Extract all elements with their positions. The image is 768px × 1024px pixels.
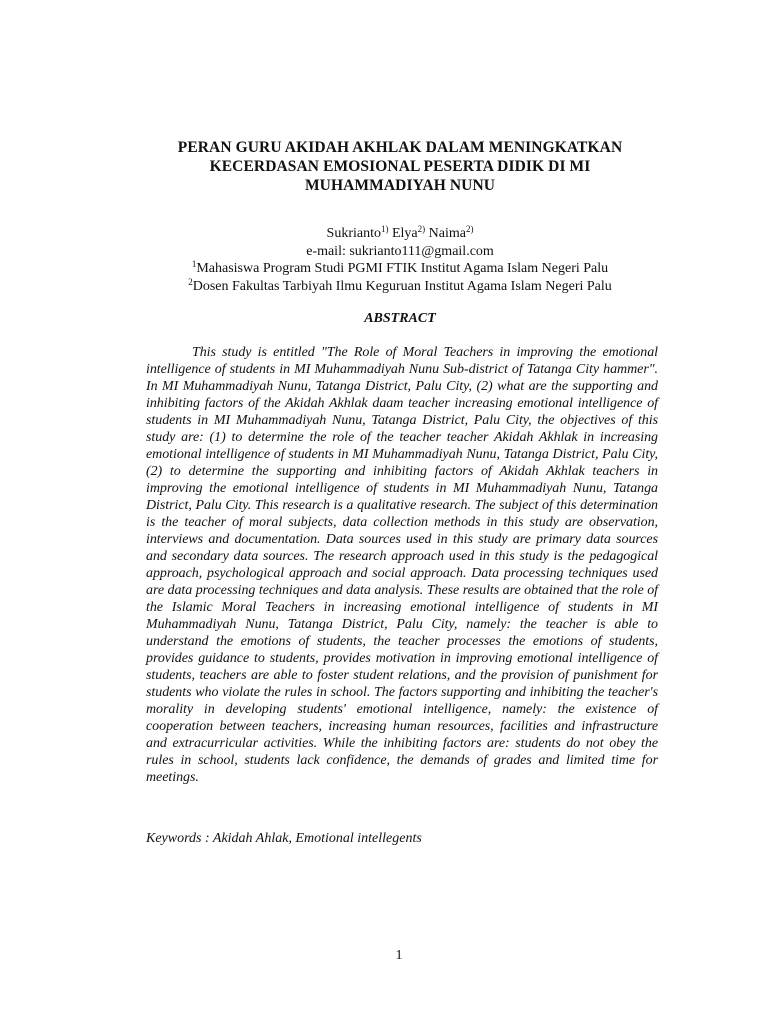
title-line: KECERDASAN EMOSIONAL PESERTA DIDIK DI MI xyxy=(209,158,591,175)
author-list xyxy=(100,225,700,243)
abstract-heading: ABSTRACT xyxy=(364,311,436,326)
keywords: Keywords : Akidah Ahlak, Emotional intellegents xyxy=(146,831,422,846)
author-marker: 1) xyxy=(380,224,389,234)
affiliation-text: Mahasiswa Program Studi PGMI FTIK Institut Agama Islam Negeri Palu xyxy=(196,261,609,276)
affiliation-marker: 2 xyxy=(188,276,193,287)
abstract-body: This study is entitled "The Role of Moral Teachers in improving the emotional intelligence of students in MI Muhammadiyah Nunu Sub-district of Tatanga City hammer". In MI Muhammadiyah Nunu, Tatanga District, Palu City, (2) what are the supporting and inhibiting factors of the Akidah Akhlak daam teacher increasing emotional intelligence of students in MI Muhammadiyah Nunu, Tatanga District, Palu City, the objectives of this study are: (1) to determine the role of the teacher teacher Akidah Akhlak in increasing emotional intelligence of students in MI Muhammadiyah Nunu, Tatanga District, Palu City, (2) to determine the supporting and inhibiting factors of Akidah Akhlak teachers in improving the emotional intelligence of students in MI Muhammadiyah Nunu, Tatanga District, Palu City. This research is a qualitative research. The subject of this determination is the teacher of moral subjects, data collection methods in this study are observation, interviews and documentation. Data sources used in this study are primary data sources and secondary data sources. The research approach used in this study is the pedagogical approach, psychological approach and social approach. Data processing techniques used are data processing techniques and data analysis. These results are obtained that the role of the Islamic Moral Teachers in increasing emotional intelligence of students in MI Muhammadiyah Nunu, Tatanga District, Palu City, namely: the teacher is able to understand the emotions of students, the teacher processes the emotions of students, provides guidance to students, provides motivation in improving emotional intelligence of students, teachers are able to foster student relations, and the provision of punishment for students who violate the rules in school. The factors supporting and inhibiting the teacher's morality in developing students' emotional intelligence, namely: the existence of cooperation between teachers, increasing human resources, facilities and infrastructure and extracurricular activities. While the inhibiting factors are: students do not obey the rules in school, students lack confidence, the demands of grades and limited time for meetings. xyxy=(146,345,658,785)
affiliation xyxy=(100,260,700,278)
author-name: Naima xyxy=(428,226,466,241)
title-line: PERAN GURU AKIDAH AKHLAK DALAM MENINGKATKAN xyxy=(177,139,623,156)
page-number: 1 xyxy=(395,948,403,963)
affiliation-text: Dosen Fakultas Tarbiyah Ilmu Keguruan Institut Agama Islam Negeri Palu xyxy=(192,278,612,294)
affiliation xyxy=(100,278,700,296)
author-name: Sukrianto xyxy=(326,226,381,241)
affiliation-marker: 1 xyxy=(191,259,197,269)
title-line: MUHAMMADIYAH NUNU xyxy=(304,177,496,194)
author-name: Elya xyxy=(391,226,418,241)
paper-title xyxy=(130,138,670,195)
author-marker: 2) xyxy=(417,224,426,234)
author-marker: 2) xyxy=(465,224,474,234)
author-email: e-mail: sukrianto111@gmail.com xyxy=(306,243,494,259)
author-info xyxy=(100,225,700,295)
